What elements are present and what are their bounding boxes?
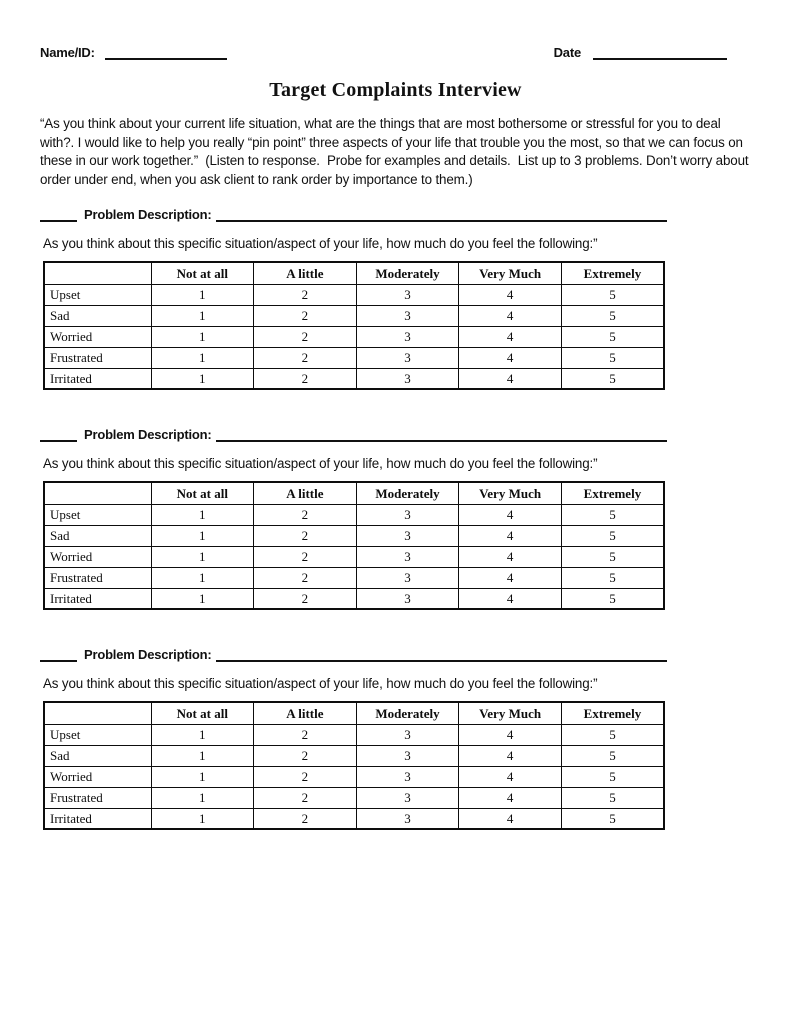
rating-cell[interactable]: 4 [459,504,562,525]
rating-cell[interactable]: 5 [561,588,664,609]
rating-cell[interactable]: 5 [561,567,664,588]
column-header: Very Much [459,702,562,724]
rating-cell[interactable]: 3 [356,525,459,546]
rating-cell[interactable]: 2 [254,724,357,745]
problem-section-3 [40,643,751,830]
problem-description-label: Problem Description: [84,427,212,443]
rating-cell[interactable]: 3 [356,724,459,745]
emotion-label: Worried [44,546,151,567]
rank-blank-field[interactable] [40,427,77,442]
table-row [44,347,664,368]
rating-cell[interactable]: 2 [254,808,357,829]
column-header: A little [254,482,357,504]
table-row [44,766,664,787]
rating-cell[interactable]: 5 [561,724,664,745]
rating-cell[interactable]: 2 [254,326,357,347]
rating-cell[interactable]: 4 [459,305,562,326]
corner-cell [44,482,151,504]
rating-cell[interactable]: 5 [561,745,664,766]
rating-cell[interactable]: 2 [254,766,357,787]
date-group [554,44,727,60]
column-header: Not at all [151,262,254,284]
rating-cell[interactable]: 4 [459,546,562,567]
table-row [44,284,664,305]
problem-section-2 [40,423,751,610]
rating-cell[interactable]: 3 [356,305,459,326]
rating-cell[interactable]: 1 [151,724,254,745]
rating-cell[interactable]: 5 [561,808,664,829]
rating-cell[interactable]: 5 [561,326,664,347]
rating-cell[interactable]: 5 [561,546,664,567]
problem-section-1 [40,203,751,390]
table-header-row [44,262,664,284]
name-id-label: Name/ID: [40,45,95,60]
problem-description-field[interactable] [216,207,667,222]
column-header: Extremely [561,262,664,284]
name-id-field[interactable] [105,44,227,60]
table-row [44,326,664,347]
column-header: Not at all [151,702,254,724]
rating-table-2 [43,481,665,610]
rating-cell[interactable]: 5 [561,525,664,546]
rating-cell[interactable]: 1 [151,588,254,609]
emotion-label: Sad [44,525,151,546]
rating-cell[interactable]: 2 [254,525,357,546]
table-row [44,787,664,808]
rating-cell[interactable]: 3 [356,567,459,588]
rating-cell[interactable]: 5 [561,368,664,389]
rating-cell[interactable]: 4 [459,347,562,368]
intro-paragraph: “As you think about your current life situation, what are the things that are most bothersome or stressful for you to deal with?. I would like to help you really “pin point” three aspects of your life that trouble you the most, so that we can focus on these in our work together.” (Listen to response. Probe for examples and details. List up to 3 problems. Don’t worry about order under end, when you ask client to rank order by importance to them.) [40,116,753,187]
emotion-label: Sad [44,305,151,326]
column-header: Moderately [356,482,459,504]
rating-cell[interactable]: 1 [151,766,254,787]
rating-cell[interactable]: 4 [459,567,562,588]
rating-cell[interactable]: 2 [254,305,357,326]
rating-cell[interactable]: 1 [151,284,254,305]
rating-prompt: As you think about this specific situation/aspect of your life, how much do you feel the following:” [43,456,598,472]
emotion-label: Sad [44,745,151,766]
rating-cell[interactable]: 5 [561,504,664,525]
rating-cell[interactable]: 1 [151,368,254,389]
emotion-label: Frustrated [44,787,151,808]
emotion-label: Upset [44,284,151,305]
table-row [44,504,664,525]
rating-cell[interactable]: 4 [459,787,562,808]
emotion-label: Upset [44,724,151,745]
emotion-label: Frustrated [44,567,151,588]
rating-prompt: As you think about this specific situation/aspect of your life, how much do you feel the following:” [43,676,598,692]
rating-cell[interactable]: 2 [254,546,357,567]
corner-cell [44,262,151,284]
rating-cell[interactable]: 3 [356,368,459,389]
rating-cell[interactable]: 2 [254,368,357,389]
rating-table-1 [43,261,665,390]
rating-cell[interactable]: 4 [459,525,562,546]
rating-cell[interactable]: 4 [459,745,562,766]
column-header: Moderately [356,702,459,724]
rating-cell[interactable]: 3 [356,546,459,567]
rating-cell[interactable]: 4 [459,766,562,787]
rating-cell[interactable]: 3 [356,808,459,829]
rating-cell[interactable]: 1 [151,525,254,546]
rating-cell[interactable]: 5 [561,347,664,368]
column-header: A little [254,262,357,284]
rating-cell[interactable]: 2 [254,787,357,808]
rating-cell[interactable]: 2 [254,347,357,368]
table-row [44,808,664,829]
problem-description-row [40,423,751,442]
problem-description-label: Problem Description: [84,647,212,663]
rating-cell[interactable]: 4 [459,588,562,609]
rating-prompt: As you think about this specific situation/aspect of your life, how much do you feel the following:” [43,236,598,252]
problem-description-row [40,643,751,662]
emotion-label: Worried [44,326,151,347]
rating-cell[interactable]: 1 [151,546,254,567]
table-row [44,305,664,326]
column-header: Very Much [459,262,562,284]
table-row [44,745,664,766]
rating-cell[interactable]: 4 [459,724,562,745]
rating-cell[interactable]: 1 [151,347,254,368]
rating-cell[interactable]: 3 [356,588,459,609]
rating-cell[interactable]: 5 [561,305,664,326]
problem-description-field[interactable] [216,427,667,442]
rating-cell[interactable]: 2 [254,284,357,305]
table-row [44,567,664,588]
date-label: Date [553,45,581,60]
rank-blank-field[interactable] [40,207,77,222]
rating-cell[interactable]: 3 [356,745,459,766]
rating-cell[interactable]: 5 [561,284,664,305]
rating-cell[interactable]: 3 [356,284,459,305]
rating-cell[interactable]: 1 [151,808,254,829]
rating-cell[interactable]: 4 [459,808,562,829]
rating-cell[interactable]: 1 [151,787,254,808]
column-header: Moderately [356,262,459,284]
rating-cell[interactable]: 2 [254,745,357,766]
page-title: Target Complaints Interview [269,79,522,101]
emotion-label: Worried [44,766,151,787]
table-row [44,525,664,546]
column-header: A little [254,702,357,724]
table-row [44,588,664,609]
rating-cell[interactable]: 3 [356,787,459,808]
rating-cell[interactable]: 1 [151,504,254,525]
emotion-label: Irritated [44,808,151,829]
column-header: Extremely [561,702,664,724]
rating-cell[interactable]: 2 [254,504,357,525]
rating-cell[interactable]: 2 [254,588,357,609]
emotion-label: Irritated [44,368,151,389]
problem-description-field[interactable] [216,647,667,662]
table-header-row [44,702,664,724]
rating-cell[interactable]: 4 [459,284,562,305]
column-header: Not at all [151,482,254,504]
rating-cell[interactable]: 5 [561,766,664,787]
rating-cell[interactable]: 3 [356,326,459,347]
rating-cell[interactable]: 3 [356,347,459,368]
table-row [44,546,664,567]
rating-cell[interactable]: 1 [151,326,254,347]
date-field[interactable] [593,44,727,60]
emotion-label: Frustrated [44,347,151,368]
rating-cell[interactable]: 1 [151,567,254,588]
table-row [44,368,664,389]
column-header: Very Much [459,482,562,504]
rating-cell[interactable]: 1 [151,745,254,766]
emotion-label: Irritated [44,588,151,609]
rating-cell[interactable]: 2 [254,567,357,588]
problem-description-label: Problem Description: [84,207,212,223]
rating-cell[interactable]: 4 [459,326,562,347]
rating-cell[interactable]: 1 [151,305,254,326]
rating-cell[interactable]: 4 [459,368,562,389]
rating-cell[interactable]: 5 [561,787,664,808]
rating-cell[interactable]: 3 [356,504,459,525]
corner-cell [44,702,151,724]
rating-cell[interactable]: 3 [356,766,459,787]
problem-description-row [40,203,751,222]
table-row [44,724,664,745]
column-header: Extremely [561,482,664,504]
rating-table-3 [43,701,665,830]
emotion-label: Upset [44,504,151,525]
table-header-row [44,482,664,504]
rank-blank-field[interactable] [40,647,77,662]
form-header [40,44,751,60]
